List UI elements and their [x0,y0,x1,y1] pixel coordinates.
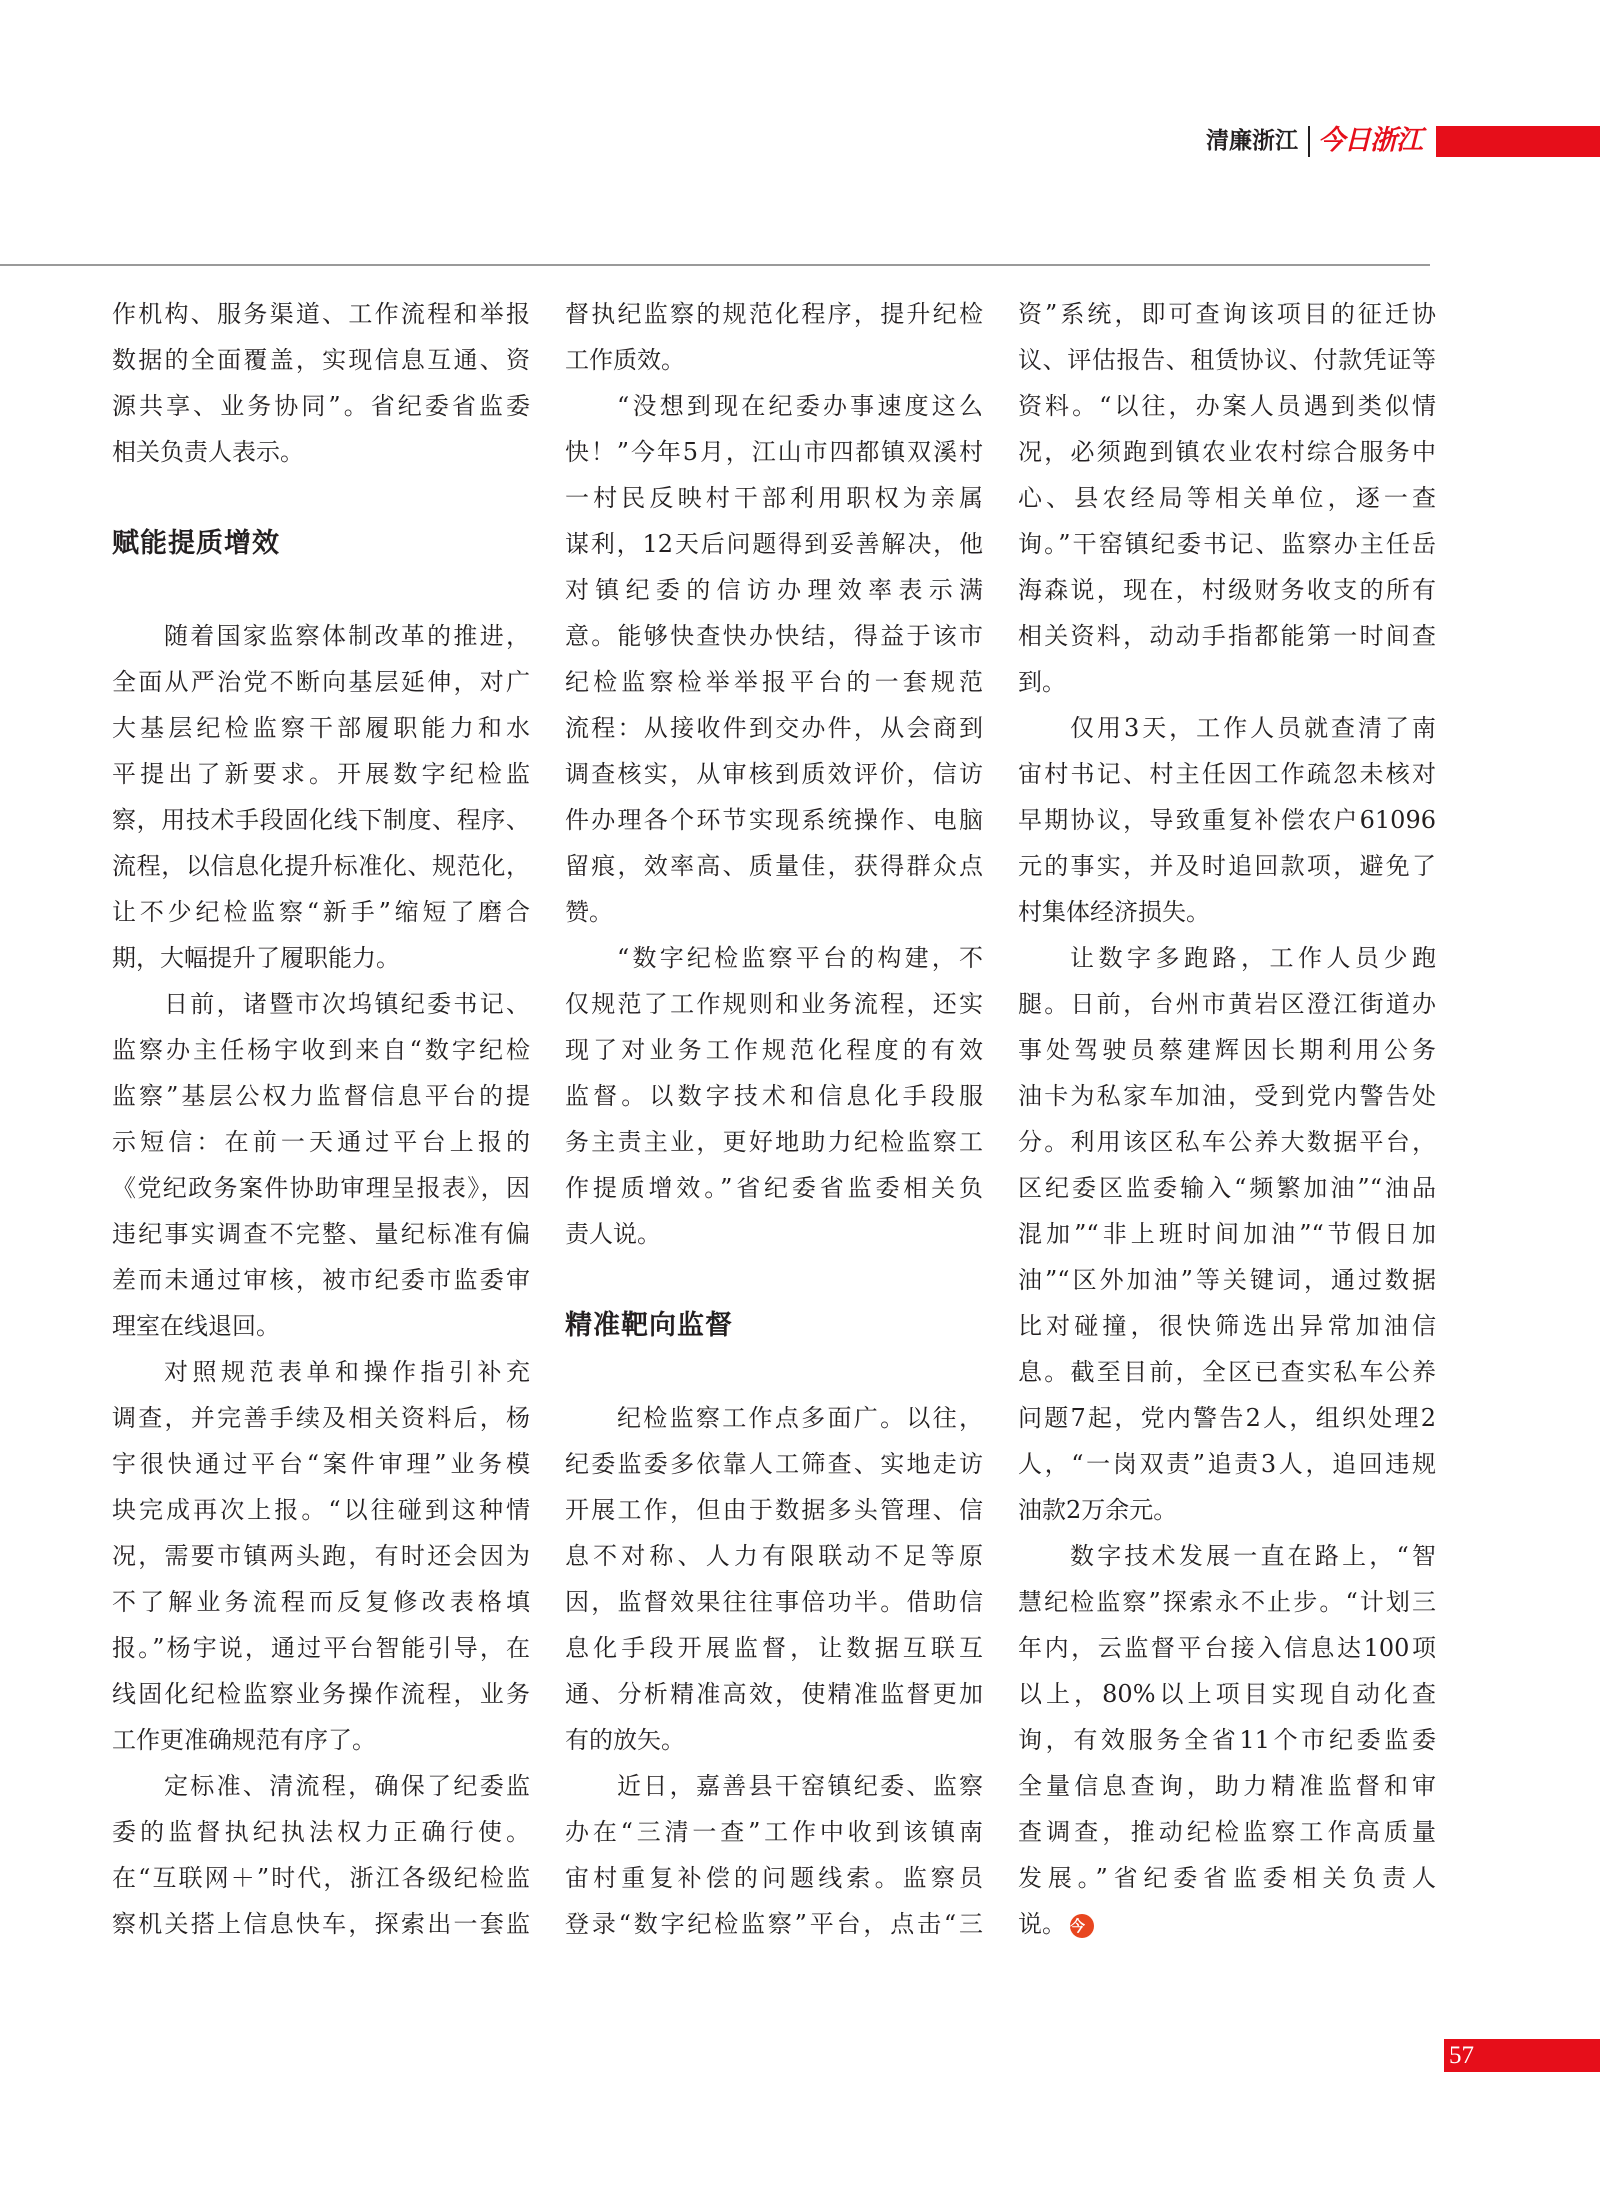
line-text: 相关负责人表示。 [112,438,304,466]
paragraph [112,1763,530,1947]
text-line [565,797,983,843]
text-line [1018,1671,1436,1717]
line-text: 纪检监察工作点多面广。以往， [617,1404,983,1432]
header-accent-bar [1436,126,1600,157]
line-text: 通、分析精准高效，使精准监督更加 [565,1680,983,1708]
text-line [565,1487,983,1533]
text-line [1018,1855,1436,1901]
text-line [1018,567,1436,613]
paragraph [112,613,530,981]
text-line [112,1487,530,1533]
text-line [112,1349,530,1395]
line-text: 快！”今年5月，江山市四都镇双溪村 [565,438,983,466]
line-text: 息不对称、人力有限联动不足等原 [565,1542,983,1570]
line-text: 意。能够快查快办快结，得益于该市 [565,622,983,650]
text-line [565,1579,983,1625]
line-text: 件办理各个环节实现系统操作、电脑 [565,806,983,834]
text-line [112,1303,530,1349]
text-line [565,429,983,475]
line-text: 区纪委区监委输入“频繁加油”“油品 [1018,1174,1436,1202]
paragraph [565,383,983,935]
line-text: 办在“三清一查”工作中收到该镇南 [565,1818,983,1846]
line-text: 纪委监委多依靠人工筛查、实地走访 [565,1450,983,1478]
line-text: 作提质增效。”省纪委省监委相关负 [565,1174,983,1202]
text-line [565,1901,983,1947]
end-mark-icon: 今 [1070,1914,1094,1938]
text-line [1018,1809,1436,1855]
line-text: 因，监督效果往往事倍功半。借助信 [565,1588,983,1616]
line-text: 期，大幅提升了履职能力。 [112,944,400,972]
text-line [565,889,983,935]
line-text: 数字技术发展一直在路上，“智 [1070,1542,1436,1570]
line-text: 报。”杨宇说，通过平台智能引导，在 [112,1634,530,1662]
text-line [112,1073,530,1119]
text-line [565,1395,983,1441]
line-text: 开展工作，但由于数据多头管理、信 [565,1496,983,1524]
text-line [112,337,530,383]
text-line [565,613,983,659]
text-line [1018,1073,1436,1119]
header-divider [1308,126,1310,157]
text-line [1018,429,1436,475]
line-text: 务主责主业，更好地助力纪检监察工 [565,1128,983,1156]
text-line [112,981,530,1027]
text-line [112,935,530,981]
line-text: 察机关搭上信息快车，探索出一套监 [112,1910,530,1938]
paragraph [112,1349,530,1763]
line-text: 监察办主任杨宇收到来自“数字纪检 [112,1036,530,1064]
line-text: 现了对业务工作规范化程度的有效 [565,1036,983,1064]
line-text: 询，有效服务全省11个市纪委监委 [1018,1726,1436,1754]
text-line [1018,1349,1436,1395]
text-line [112,1027,530,1073]
text-line [112,705,530,751]
text-line [1018,889,1436,935]
line-text: 息化手段开展监督，让数据互联互 [565,1634,983,1662]
text-line [1018,1165,1436,1211]
line-text: 说。 [1018,1910,1066,1938]
text-line [112,1579,530,1625]
line-text: 油款2万余元。 [1018,1496,1178,1524]
text-line [1018,521,1436,567]
text-line [112,1395,530,1441]
text-line [565,1533,983,1579]
line-text: 混加”“非上班时间加油”“节假日加 [1018,1220,1436,1248]
line-text: 察，用技术手段固化线下制度、程序、 [112,806,530,834]
line-text: 纪检监察检举举报平台的一套规范 [565,668,983,696]
text-line [112,1855,530,1901]
text-line [565,475,983,521]
text-line [565,981,983,1027]
text-line [1018,935,1436,981]
text-line [1018,659,1436,705]
line-text: 理室在线退回。 [112,1312,280,1340]
line-text: 到。 [1018,668,1066,696]
line-text: 对镇纪委的信访办理效率表示满 [565,576,983,604]
text-line [112,889,530,935]
line-text: 全面从严治党不断向基层延伸，对广 [112,668,530,696]
line-text: 近日，嘉善县干窑镇纪委、监察 [617,1772,983,1800]
text-line [565,291,983,337]
column-3 [1018,291,1436,1947]
text-line [565,1073,983,1119]
paragraph [565,1395,983,1763]
line-text: “数字纪检监察平台的构建，不 [617,944,983,972]
text-line [565,1211,983,1257]
page-number: 57 [1449,2042,1474,2069]
line-text: 流程：从接收件到交办件，从会商到 [565,714,983,742]
text-line [1018,1579,1436,1625]
text-line [1018,1901,1436,1947]
line-text: 定标准、清流程，确保了纪委监 [164,1772,530,1800]
text-line [565,1165,983,1211]
line-text: 让不少纪检监察“新手”缩短了磨合 [112,898,530,926]
line-text: 留痕，效率高、质量佳，获得群众点 [565,852,983,880]
text-line [1018,797,1436,843]
text-line [112,383,530,429]
text-line [112,429,530,475]
text-line [1018,1441,1436,1487]
line-text: 工作质效。 [565,346,685,374]
text-line [112,1763,530,1809]
line-text: 有的放矢。 [565,1726,685,1754]
section-heading: 精准靶向监督 [565,1310,733,1341]
line-text: 大基层纪检监察干部履职能力和水 [112,714,530,742]
line-text: 资”系统，即可查询该项目的征迁协 [1018,300,1436,328]
line-text: 块完成再次上报。“以往碰到这种情 [112,1496,530,1524]
line-text: 心、县农经局等相关单位，逐一查 [1018,484,1436,512]
text-line [1018,1763,1436,1809]
line-text: 况，需要市镇两头跑，有时还会因为 [112,1542,530,1570]
line-text: 问题7起，党内警告2人，组织处理2 [1018,1404,1436,1432]
line-text: 宙村重复补偿的问题线索。监察员 [565,1864,983,1892]
line-text: 监督。以数字技术和信息化手段服 [565,1082,983,1110]
line-text: 委的监督执纪执法权力正确行使。 [112,1818,530,1846]
line-text: 工作更准确规范有序了。 [112,1726,376,1754]
text-line [565,383,983,429]
line-text: 慧纪检监察”探索永不止步。“计划三 [1018,1588,1436,1616]
line-text: 发展。”省纪委省监委相关负责人 [1018,1864,1436,1892]
text-line [565,705,983,751]
text-line [1018,1119,1436,1165]
line-text: 资料。“以往，办案人员遇到类似情 [1018,392,1436,420]
line-text: 调查，并完善手续及相关资料后，杨 [112,1404,530,1432]
line-text: 示短信：在前一天通过平台上报的 [112,1128,530,1156]
text-line [112,843,530,889]
line-text: 事处驾驶员蔡建辉因长期利用公务 [1018,1036,1436,1064]
text-line [1018,1257,1436,1303]
paragraph [1018,291,1436,705]
line-text: 以上，80%以上项目实现自动化查 [1018,1680,1436,1708]
text-line [1018,1303,1436,1349]
text-line [565,337,983,383]
text-line [1018,981,1436,1027]
text-line [112,1119,530,1165]
text-line [565,567,983,613]
line-text: 平提出了新要求。开展数字纪检监 [112,760,530,788]
line-text: 日前，诸暨市次坞镇纪委书记、 [164,990,530,1018]
text-line [112,659,530,705]
line-text: 年内，云监督平台接入信息达100项 [1018,1634,1436,1662]
line-text: 监察”基层公权力监督信息平台的提 [112,1082,530,1110]
line-text: 相关资料，动动手指都能第一时间查 [1018,622,1436,650]
text-line [112,1809,530,1855]
line-text: 对照规范表单和操作指引补充 [164,1358,530,1386]
text-line [112,1257,530,1303]
paragraph [1018,935,1436,1533]
text-line [565,521,983,567]
line-text: 谋利，12天后问题得到妥善解决，他 [565,530,983,558]
paragraph [112,291,530,475]
header-rule [0,264,1430,266]
text-line [565,1855,983,1901]
text-line [565,751,983,797]
line-text: 一村民反映村干部利用职权为亲属 [565,484,983,512]
text-line [565,1809,983,1855]
paragraph [112,981,530,1349]
line-text: 线固化纪检监察业务操作流程，业务 [112,1680,530,1708]
text-line [1018,843,1436,889]
text-line [1018,1533,1436,1579]
text-line [1018,705,1436,751]
line-text: 在“互联网＋”时代，浙江各级纪检监 [112,1864,530,1892]
line-text: 责人说。 [565,1220,661,1248]
line-text: 议、评估报告、租赁协议、付款凭证等 [1018,346,1436,374]
line-text: 让数字多跑路，工作人员少跑 [1070,944,1436,972]
text-line [112,1165,530,1211]
line-text: 仅用3天，工作人员就查清了南 [1070,714,1436,742]
paragraph [1018,705,1436,935]
paragraph [1018,1533,1436,1947]
line-text: 宙村书记、村主任因工作疏忽未核对 [1018,760,1436,788]
text-line [565,1717,983,1763]
text-line [1018,383,1436,429]
column-2 [565,291,983,1947]
text-line [1018,1625,1436,1671]
line-text: 分。利用该区私车公养大数据平台， [1018,1128,1436,1156]
line-text: 差而未通过审核，被市纪委市监委审 [112,1266,530,1294]
line-text: 登录“数字纪检监察”平台，点击“三 [565,1910,983,1938]
text-line [565,935,983,981]
paragraph [565,935,983,1257]
text-line [1018,1717,1436,1763]
text-line [565,1441,983,1487]
text-line [112,1441,530,1487]
line-text: 源共享、业务协同”。省纪委省监委 [112,392,530,420]
line-text: 全量信息查询，助力精准监督和审 [1018,1772,1436,1800]
line-text: 元的事实，并及时追回款项，避免了 [1018,852,1436,880]
paragraph [565,1763,983,1947]
text-line [565,1625,983,1671]
line-text: 油卡为私家车加油，受到党内警告处 [1018,1082,1436,1110]
paragraph [565,291,983,383]
line-text: 况，必须跑到镇农业农村综合服务中 [1018,438,1436,466]
line-text: 违纪事实调查不完整、量纪标准有偏 [112,1220,530,1248]
text-line [565,843,983,889]
line-text: 调查核实，从审核到质效评价，信访 [565,760,983,788]
line-text: “没想到现在纪委办事速度这么 [617,392,983,420]
line-text: 作机构、服务渠道、工作流程和举报 [112,300,530,328]
line-text: 宇很快通过平台“案件审理”业务模 [112,1450,530,1478]
line-text: 油”“区外加油”等关键词，通过数据 [1018,1266,1436,1294]
line-text: 息。截至目前，全区已查实私车公养 [1018,1358,1436,1386]
line-text: 不了解业务流程而反复修改表格填 [112,1588,530,1616]
text-line [1018,613,1436,659]
section-heading: 赋能提质增效 [112,528,280,559]
text-line [112,797,530,843]
line-text: 村集体经济损失。 [1018,898,1210,926]
text-line [112,1625,530,1671]
text-line [1018,1027,1436,1073]
text-line [1018,475,1436,521]
line-text: 海森说，现在，村级财务收支的所有 [1018,576,1436,604]
text-line [112,1671,530,1717]
line-text: 人，“一岗双责”追责3人，追回违规 [1018,1450,1436,1478]
text-line [565,1671,983,1717]
text-line [112,1717,530,1763]
text-line [565,1763,983,1809]
text-line [112,291,530,337]
line-text: 询。”干窑镇纪委书记、监察办主任岳 [1018,530,1436,558]
line-text: 仅规范了工作规则和业务流程，还实 [565,990,983,1018]
text-line [1018,291,1436,337]
text-line [1018,337,1436,383]
text-line [565,1027,983,1073]
text-line [112,751,530,797]
text-line [1018,751,1436,797]
line-text: 数据的全面覆盖，实现信息互通、资 [112,346,530,374]
section-label: 清廉浙江 [1206,128,1298,154]
text-line [112,1211,530,1257]
column-1 [112,291,530,1947]
line-text: 《党纪政务案件协助审理呈报表》，因 [112,1174,530,1202]
line-text: 比对碰撞，很快筛选出异常加油信 [1018,1312,1436,1340]
line-text: 赞。 [565,898,613,926]
text-line [1018,1395,1436,1441]
text-line [1018,1211,1436,1257]
text-line [565,1119,983,1165]
magazine-logo: 今日浙江 [1318,125,1422,156]
line-text: 早期协议，导致重复补偿农户61096 [1018,806,1436,834]
line-text: 流程，以信息化提升标准化、规范化， [112,852,530,880]
line-text: 督执纪监察的规范化程序，提升纪检 [565,300,983,328]
line-text: 随着国家监察体制改革的推进， [164,622,530,650]
text-line [112,1901,530,1947]
text-line [112,613,530,659]
text-line [565,659,983,705]
line-text: 查调查，推动纪检监察工作高质量 [1018,1818,1436,1846]
line-text: 腿。日前，台州市黄岩区澄江街道办 [1018,990,1436,1018]
text-line [112,1533,530,1579]
text-line [1018,1487,1436,1533]
